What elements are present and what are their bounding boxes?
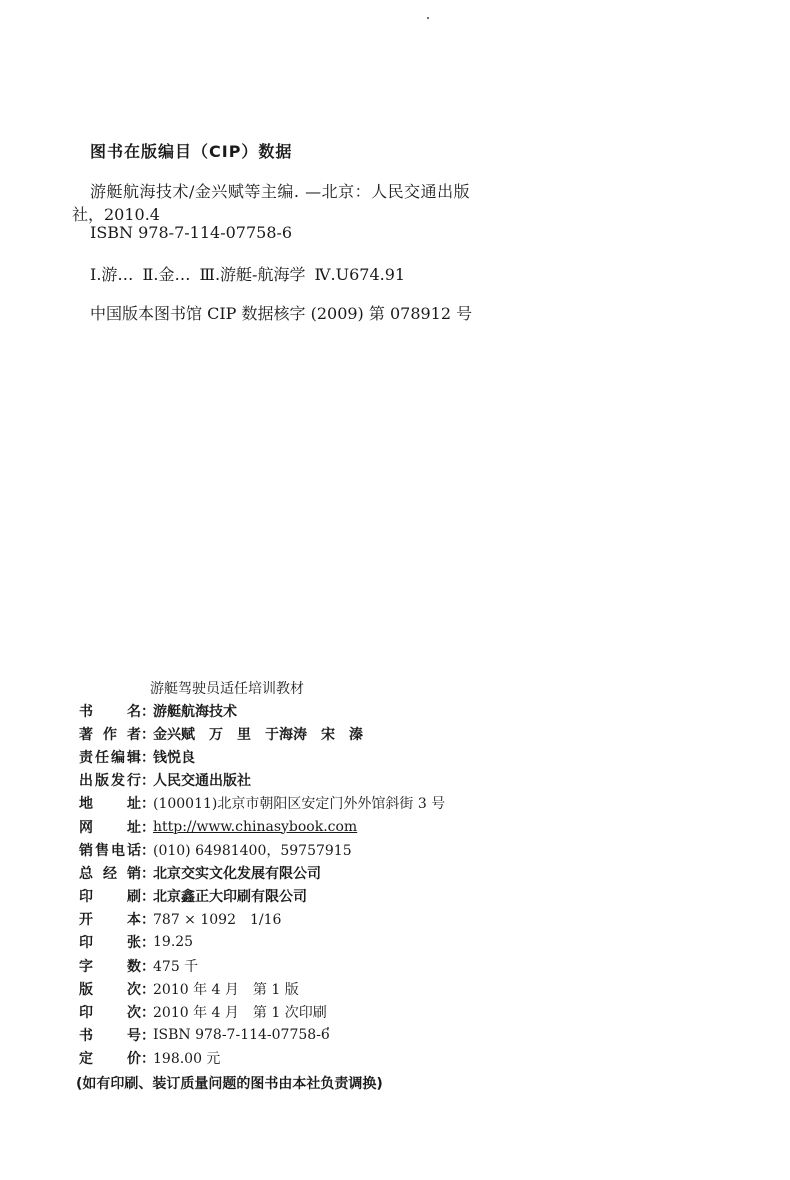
- colophon-label-char: 字: [79, 958, 93, 975]
- colophon-row: [79, 1047, 445, 1070]
- colophon-label-char: 者: [127, 726, 141, 743]
- colophon-colon: ：: [141, 703, 155, 720]
- colophon-row: [79, 815, 445, 838]
- colophon-label-char: 著: [79, 726, 93, 743]
- colophon-label-char: 出: [79, 773, 93, 790]
- cip-classification: Ⅰ.游… Ⅱ.金… Ⅲ.游艇-航海学 Ⅳ.U674.91: [90, 265, 406, 284]
- colophon-colon: ：: [141, 1028, 155, 1045]
- cip-description-line1: 游艇航海技术/金兴赋等主编. —北京：人民交通出版: [90, 182, 471, 201]
- colophon-row: [79, 908, 445, 931]
- colophon-label: [79, 747, 141, 767]
- print-speck: [427, 17, 429, 19]
- colophon-label-char: 址: [127, 819, 141, 836]
- colophon-colon: ：: [141, 749, 155, 766]
- colophon-label-char: 网: [79, 819, 93, 836]
- colophon-value: ISBN 978-7-114-07758-6: [153, 1027, 330, 1044]
- colophon-value: 2010 年 4 月 第 1 版: [153, 981, 299, 998]
- colophon-value: 北京交实文化发展有限公司: [153, 865, 321, 882]
- colophon-label: [79, 840, 141, 860]
- colophon-row: [79, 1024, 445, 1047]
- cip-isbn: ISBN 978-7-114-07758-6: [90, 223, 293, 242]
- colophon-label-char: 版: [95, 773, 109, 790]
- colophon-label: [79, 1048, 141, 1068]
- colophon-label-char: 址: [127, 796, 141, 813]
- colophon-label-char: 售: [95, 842, 109, 859]
- cip-heading: 图书在版编目（CIP）数据: [90, 142, 293, 161]
- colophon-label-char: 书: [79, 1028, 93, 1045]
- colophon-row: [79, 745, 445, 768]
- colophon-label-char: 次: [127, 1005, 141, 1022]
- colophon-row: [79, 954, 445, 977]
- colophon-row: [79, 931, 445, 954]
- colophon-row: [79, 838, 445, 861]
- colophon-row: [79, 885, 445, 908]
- colophon-label-char: 地: [79, 796, 93, 813]
- colophon-value: 金兴赋 万 里 于海涛 宋 溱: [153, 726, 363, 743]
- colophon-colon: ：: [141, 981, 155, 998]
- colophon-label-char: 价: [127, 1051, 141, 1068]
- colophon-label-char: 发: [111, 773, 125, 790]
- colophon-label-char: 刷: [127, 889, 141, 906]
- colophon-label-char: 责: [79, 749, 93, 766]
- colophon-label-char: 书: [79, 703, 93, 720]
- colophon-label-char: 作: [103, 726, 117, 743]
- cip-description-line2: 社，2010.4: [72, 205, 160, 224]
- colophon-label: [79, 701, 141, 721]
- colophon-label: [79, 817, 141, 837]
- colophon-label-char: 经: [103, 865, 117, 882]
- colophon-label-char: 话: [127, 842, 141, 859]
- colophon-row: [79, 861, 445, 884]
- colophon-list: [79, 699, 445, 1070]
- colophon-colon: ：: [141, 935, 155, 952]
- colophon-label: [79, 724, 141, 744]
- colophon-label: [79, 909, 141, 929]
- colophon-label-char: 印: [79, 889, 93, 906]
- colophon-colon: ：: [141, 889, 155, 906]
- website-link[interactable]: http://www.chinasybook.com: [153, 818, 358, 835]
- colophon-value: 北京鑫正大印刷有限公司: [153, 889, 307, 906]
- colophon-value: (100011)北京市朝阳区安定门外外馆斜街 3 号: [153, 796, 446, 813]
- colophon-colon: ：: [141, 773, 155, 790]
- colophon-label-char: 行: [127, 773, 141, 790]
- colophon-row: [79, 1000, 445, 1023]
- colophon-label: [79, 956, 141, 976]
- colophon-label-char: 号: [127, 1028, 141, 1045]
- colophon-label-char: 总: [79, 865, 93, 882]
- colophon-colon: ：: [141, 912, 155, 929]
- quality-notice: (如有印刷、装订质量问题的图书由本社负责调换): [76, 1076, 383, 1092]
- colophon-label: [79, 1025, 141, 1045]
- colophon-label: [79, 1002, 141, 1022]
- colophon-label: [79, 770, 141, 790]
- colophon-label-char: 版: [79, 981, 93, 998]
- colophon-label-char: 数: [127, 958, 141, 975]
- colophon-colon: ：: [141, 1051, 155, 1068]
- colophon-value: (010) 64981400，59757915: [153, 842, 352, 859]
- colophon-label: [79, 979, 141, 999]
- colophon-label-char: 印: [79, 935, 93, 952]
- colophon-label-char: 电: [111, 842, 125, 859]
- colophon-label-char: 开: [79, 912, 93, 929]
- colophon-value: 游艇航海技术: [153, 703, 237, 720]
- colophon-label-char: 张: [127, 935, 141, 952]
- colophon-row: [79, 977, 445, 1000]
- colophon-colon: ：: [141, 726, 155, 743]
- series-title: 游艇驾驶员适任培训教材: [150, 681, 304, 697]
- colophon-value: 475 千: [153, 958, 199, 975]
- colophon-colon: ：: [141, 1005, 155, 1022]
- colophon-label-char: 任: [95, 749, 109, 766]
- colophon-label-char: 辑: [127, 749, 141, 766]
- colophon-label: [79, 793, 141, 813]
- colophon-label-char: 次: [127, 981, 141, 998]
- colophon-label-char: 销: [127, 865, 141, 882]
- colophon-label-char: 定: [79, 1051, 93, 1068]
- colophon-value: 人民交通出版社: [153, 773, 251, 790]
- colophon-value: 787 × 1092 1/16: [153, 912, 282, 929]
- colophon-label-char: 销: [79, 842, 93, 859]
- colophon-row: [79, 792, 445, 815]
- cip-core-number: 中国版本图书馆 CIP 数据核字 (2009) 第 078912 号: [90, 304, 473, 323]
- colophon-colon: ：: [141, 842, 155, 859]
- colophon-colon: ：: [141, 865, 155, 882]
- colophon-row: [79, 699, 445, 722]
- colophon-row: [79, 722, 445, 745]
- colophon-value: 198.00 元: [153, 1051, 221, 1068]
- colophon-label: [79, 863, 141, 883]
- colophon-label: [79, 886, 141, 906]
- colophon-colon: ：: [141, 819, 155, 836]
- colophon-colon: ：: [141, 796, 155, 813]
- colophon-label-char: 印: [79, 1005, 93, 1022]
- colophon-label-char: 名: [127, 703, 141, 720]
- colophon-colon: ：: [141, 958, 155, 975]
- colophon-label-char: 本: [127, 912, 141, 929]
- colophon-row: [79, 769, 445, 792]
- colophon-value: 2010 年 4 月 第 1 次印刷: [153, 1005, 327, 1022]
- colophon-value: 钱悦良: [153, 749, 195, 766]
- colophon-value: 19.25: [153, 934, 194, 951]
- colophon-label: [79, 932, 141, 952]
- colophon-label-char: 编: [111, 749, 125, 766]
